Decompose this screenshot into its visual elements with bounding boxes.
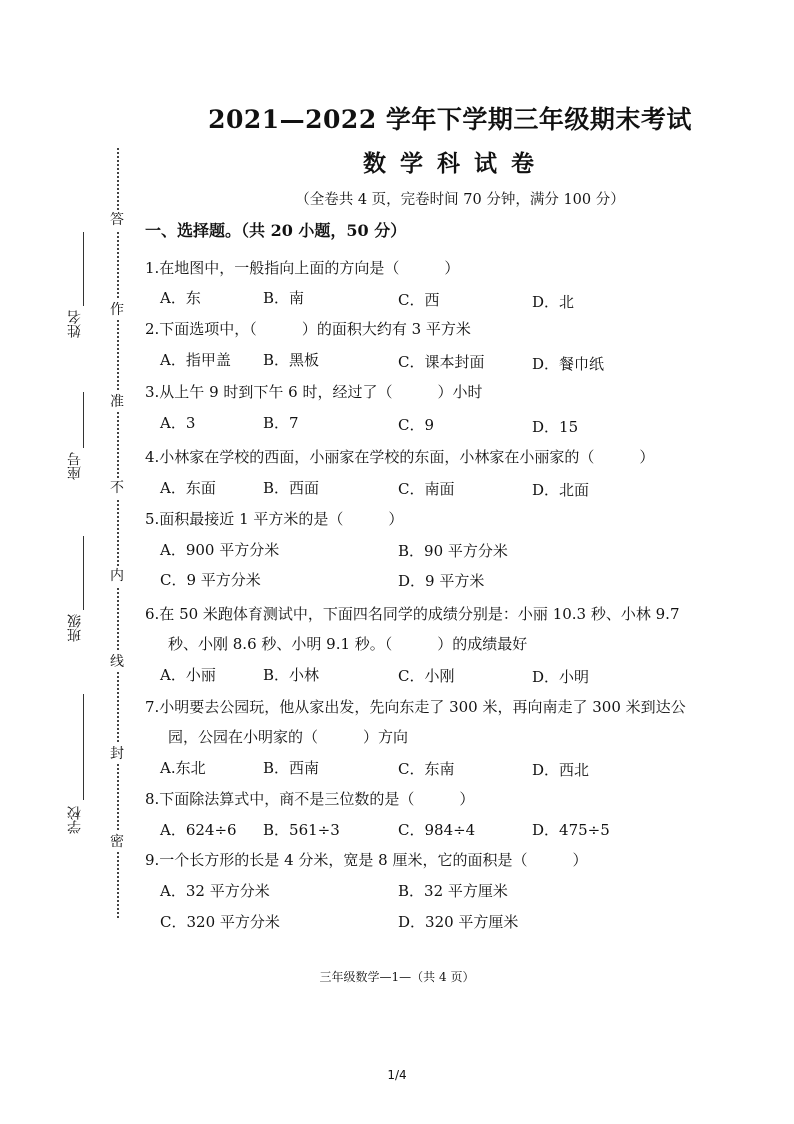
option-c[interactable]: C．南面 — [398, 480, 455, 498]
section-heading: 一、选择题。（共 20 小题，50 分） — [145, 221, 407, 240]
name-label: 姓名 — [67, 310, 83, 338]
seal-char: 内 — [110, 568, 124, 584]
seal-char: 不 — [110, 480, 124, 496]
option-b[interactable]: B．小林 — [263, 666, 320, 684]
option-d[interactable]: D．小明 — [532, 668, 590, 686]
option-b[interactable]: B．7 — [263, 414, 299, 432]
question-stem: 9.一个长方形的长是 4 分米，宽是 8 厘米，它的面积是（ ） — [145, 851, 588, 869]
seal-char: 作 — [110, 302, 124, 318]
option-b[interactable]: B．西面 — [263, 479, 320, 497]
option-a[interactable]: A.东北 — [160, 759, 206, 777]
option-c[interactable]: C．西 — [398, 291, 440, 309]
question-stem-line2: 秒、小刚 8.6 秒、小明 9.1 秒。（ ）的成绩最好 — [168, 635, 528, 653]
seal-char: 答 — [110, 212, 124, 228]
question-stem: 2.下面选项中，（ ）的面积大约有 3 平方米 — [145, 320, 471, 338]
page-footer: 三年级数学—1—（共 4 页） — [319, 970, 475, 984]
option-a[interactable]: A．3 — [160, 414, 196, 432]
option-a[interactable]: A．东面 — [160, 479, 216, 497]
exam-subtitle: 数 学 科 试 卷 — [362, 150, 538, 177]
option-d[interactable]: D．餐巾纸 — [532, 355, 605, 373]
class-label: 班级 — [67, 614, 83, 642]
option-a[interactable]: A．指甲盖 — [160, 351, 231, 369]
option-b[interactable]: B．黑板 — [263, 351, 320, 369]
school-label: 学校 — [67, 806, 83, 834]
question-stem: 7.小明要去公园玩，他从家出发，先向东走了 300 米，再向南走了 300 米到达公 — [145, 698, 686, 716]
option-c[interactable]: C．9 平方分米 — [160, 571, 261, 589]
option-a[interactable]: A．32 平方分米 — [160, 882, 270, 900]
option-b[interactable]: B．西南 — [263, 759, 320, 777]
option-c[interactable]: C．9 — [398, 416, 435, 434]
option-c[interactable]: C．320 平方分米 — [160, 913, 280, 931]
seal-char: 线 — [110, 654, 124, 670]
seal-char: 封 — [110, 746, 124, 762]
name-underline[interactable] — [83, 232, 84, 306]
option-a[interactable]: A．900 平方分米 — [160, 541, 280, 559]
option-d[interactable]: D．西北 — [532, 761, 590, 779]
option-a[interactable]: A．东 — [160, 289, 201, 307]
option-d[interactable]: D．320 平方厘米 — [398, 913, 519, 931]
school-field[interactable] — [56, 694, 96, 844]
option-c[interactable]: C．东南 — [398, 760, 455, 778]
option-d[interactable]: D．9 平方米 — [398, 572, 485, 590]
seat-field[interactable] — [56, 392, 96, 488]
class-field[interactable] — [56, 536, 96, 648]
option-c[interactable]: C．课本封面 — [398, 353, 485, 371]
seal-char: 密 — [110, 834, 124, 850]
exam-info: （全卷共 4 页，完卷时间 70 分钟，满分 100 分） — [295, 192, 625, 208]
option-a[interactable]: A．624÷6 — [160, 821, 237, 839]
option-b[interactable]: B．90 平方分米 — [398, 542, 508, 560]
seal-char: 准 — [110, 394, 124, 410]
option-d[interactable]: D．北面 — [532, 481, 590, 499]
binding-dotted-line — [117, 148, 119, 918]
question-stem: 6.在 50 米跑体育测试中，下面四名同学的成绩分别是：小丽 10.3 秒、小林 9.7 — [145, 605, 680, 623]
name-field[interactable] — [56, 232, 96, 344]
option-a[interactable]: A．小丽 — [160, 666, 216, 684]
exam-title: 2021—2022 学年下学期三年级期末考试 — [208, 105, 692, 134]
question-stem: 5.面积最接近 1 平方米的是（ ） — [145, 510, 404, 528]
question-stem: 1.在地图中，一般指向上面的方向是（ ） — [145, 259, 460, 277]
question-stem: 8.下面除法算式中，商不是三位数的是（ ） — [145, 790, 475, 808]
school-underline[interactable] — [83, 694, 84, 800]
option-b[interactable]: B．南 — [263, 289, 305, 307]
seat-label: 座号 — [67, 452, 83, 480]
option-d[interactable]: D．北 — [532, 293, 575, 311]
question-stem: 4.小林家在学校的西面，小丽家在学校的东面，小林家在小丽家的（ ） — [145, 448, 655, 466]
option-b[interactable]: B．561÷3 — [263, 821, 340, 839]
page-number: 1/4 — [387, 1068, 407, 1082]
option-c[interactable]: C．小刚 — [398, 667, 455, 685]
class-underline[interactable] — [83, 536, 84, 610]
option-b[interactable]: B．32 平方厘米 — [398, 882, 508, 900]
question-stem-line2: 园，公园在小明家的（ ）方向 — [168, 728, 409, 746]
option-c[interactable]: C．984÷4 — [398, 821, 476, 839]
option-d[interactable]: D．15 — [532, 418, 579, 436]
option-d[interactable]: D．475÷5 — [532, 821, 610, 839]
question-stem: 3.从上午 9 时到下午 6 时，经过了（ ）小时 — [145, 383, 483, 401]
seat-underline[interactable] — [83, 392, 84, 448]
